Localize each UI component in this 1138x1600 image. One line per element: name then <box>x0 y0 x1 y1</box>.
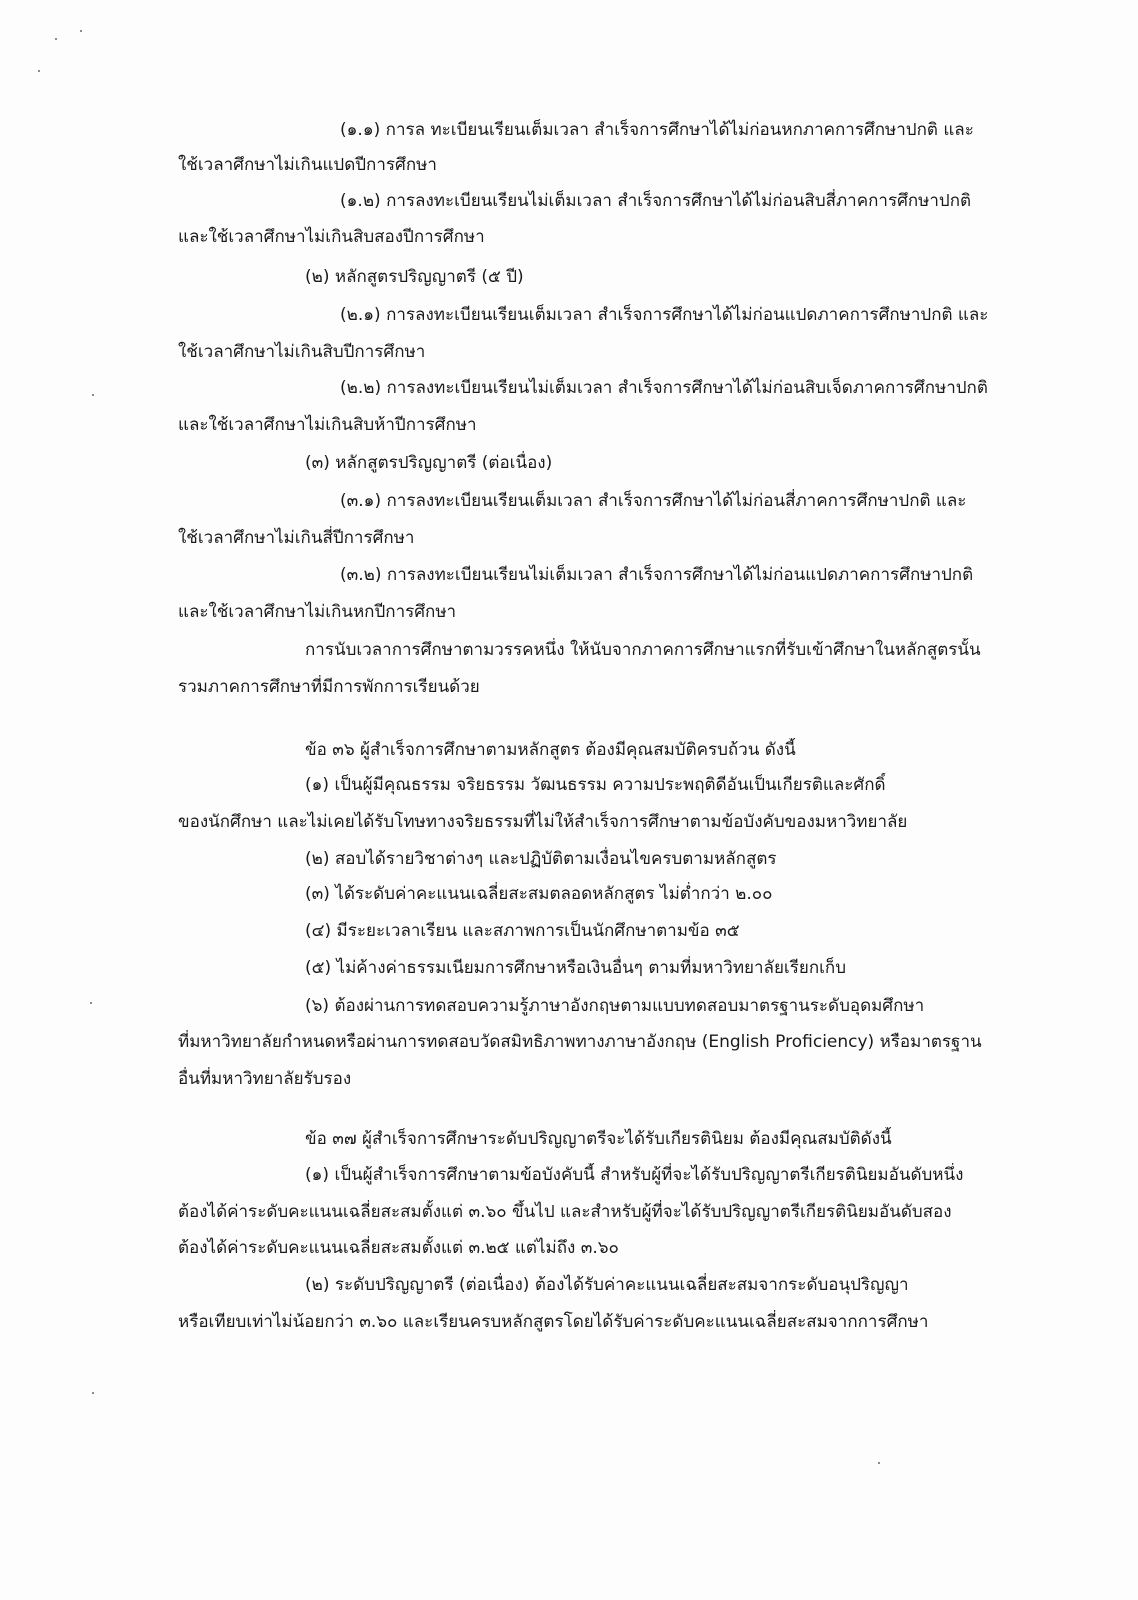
text-line: (๔) มีระยะเวลาเรียน และสภาพการเป็นนักศึกษาตามข้อ ๓๕ <box>305 921 740 941</box>
text-line: ใช้เวลาศึกษาไม่เกินสี่ปีการศึกษา <box>178 528 415 548</box>
text-line: (๓.๒) การลงทะเบียนเรียนไม่เต็มเวลา สำเร็จการศึกษาได้ไม่ก่อนแปดภาคการศึกษาปกติ <box>340 565 974 585</box>
scan-speck <box>90 1002 92 1004</box>
text-line: (๒) หลักสูตรปริญญาตรี (๕ ปี) <box>305 267 524 287</box>
text-line: (๑.๒) การลงทะเบียนเรียนไม่เต็มเวลา สำเร็จการศึกษาได้ไม่ก่อนสิบสี่ภาคการศึกษาปกติ <box>340 191 972 211</box>
text-line: ที่มหาวิทยาลัยกำหนดหรือผ่านการทดสอบวัดสมิทธิภาพทางภาษาอังกฤษ (English Proficiency) หรือมาตรฐาน <box>178 1032 982 1052</box>
scan-speck <box>55 38 57 40</box>
text-line: รวมภาคการศึกษาที่มีการพักการเรียนด้วย <box>178 677 480 697</box>
text-line: (๕) ไม่ค้างค่าธรรมเนียมการศึกษาหรือเงินอื่นๆ ตามที่มหาวิทยาลัยเรียกเก็บ <box>305 958 847 978</box>
scan-speck <box>878 1462 880 1464</box>
text-line: และใช้เวลาศึกษาไม่เกินสิบสองปีการศึกษา <box>178 227 485 247</box>
text-line: ต้องได้ค่าระดับคะแนนเฉลี่ยสะสมตั้งแต่ ๓.๖๐ ขึ้นไป และสำหรับผู้ที่จะได้รับปริญญาตรีเกียรตินิยมอันดับสอง <box>178 1202 952 1222</box>
text-line: และใช้เวลาศึกษาไม่เกินสิบห้าปีการศึกษา <box>178 415 477 435</box>
text-line: ต้องได้ค่าระดับคะแนนเฉลี่ยสะสมตั้งแต่ ๓.๒๕ แต่ไม่ถึง ๓.๖๐ <box>178 1238 619 1258</box>
text-line: (๖) ต้องผ่านการทดสอบความรู้ภาษาอังกฤษตามแบบทดสอบมาตรฐานระดับอุดมศึกษา <box>305 996 925 1016</box>
text-line: และใช้เวลาศึกษาไม่เกินหกปีการศึกษา <box>178 602 457 622</box>
text-line: (๒) สอบได้รายวิชาต่างๆ และปฏิบัติตามเงื่อนไขครบตามหลักสูตร <box>305 849 777 869</box>
text-line: (๑) เป็นผู้สำเร็จการศึกษาตามข้อบังคับนี้ สำหรับผู้ที่จะได้รับปริญญาตรีเกียรตินิยมอันดับหนึ่ง <box>305 1165 964 1185</box>
text-line: (๒) ระดับปริญญาตรี (ต่อเนื่อง) ต้องได้รับค่าคะแนนเฉลี่ยสะสมจากระดับอนุปริญญา <box>305 1275 909 1295</box>
text-line: (๓) ได้ระดับค่าคะแนนเฉลี่ยสะสมตลอดหลักสูตร ไม่ต่ำกว่า ๒.๐๐ <box>305 884 773 904</box>
text-line: (๓) หลักสูตรปริญญาตรี (ต่อเนื่อง) <box>305 453 553 473</box>
clause-heading: ข้อ ๓๖ ผู้สำเร็จการศึกษาตามหลักสูตร ต้องมีคุณสมบัติครบถ้วน ดังนี้ <box>305 740 796 760</box>
clause-heading: ข้อ ๓๗ ผู้สำเร็จการศึกษาระดับปริญญาตรีจะได้รับเกียรตินิยม ต้องมีคุณสมบัติดังนี้ <box>305 1129 892 1149</box>
text-line: หรือเทียบเท่าไม่น้อยกว่า ๓.๖๐ และเรียนครบหลักสูตรโดยได้รับค่าระดับคะแนนเฉลี่ยสะสมจากการศึกษา <box>178 1312 929 1332</box>
text-line: ของนักศึกษา และไม่เคยได้รับโทษทางจริยธรรมที่ไม่ให้สำเร็จการศึกษาตามข้อบังคับของมหาวิทยาลัย <box>178 812 908 832</box>
text-line: อื่นที่มหาวิทยาลัยรับรอง <box>178 1069 352 1089</box>
scan-speck <box>80 30 82 32</box>
text-line: (๒.๒) การลงทะเบียนเรียนไม่เต็มเวลา สำเร็จการศึกษาได้ไม่ก่อนสิบเจ็ดภาคการศึกษาปกติ <box>340 378 988 398</box>
scan-speck <box>92 394 94 396</box>
text-line: (๒.๑) การลงทะเบียนเรียนเต็มเวลา สำเร็จการศึกษาได้ไม่ก่อนแปดภาคการศึกษาปกติ และ <box>340 305 989 325</box>
text-line: (๓.๑) การลงทะเบียนเรียนเต็มเวลา สำเร็จการศึกษาได้ไม่ก่อนสี่ภาคการศึกษาปกติ และ <box>340 491 967 511</box>
text-line: ใช้เวลาศึกษาไม่เกินแปดปีการศึกษา <box>178 155 437 175</box>
scan-speck <box>38 70 40 72</box>
text-line: ใช้เวลาศึกษาไม่เกินสิบปีการศึกษา <box>178 342 426 362</box>
text-line: (๑.๑) การล ทะเบียนเรียนเต็มเวลา สำเร็จการศึกษาได้ไม่ก่อนหกภาคการศึกษาปกติ และ <box>340 120 974 140</box>
text-line: การนับเวลาการศึกษาตามวรรคหนึ่ง ให้นับจากภาคการศึกษาแรกที่รับเข้าศึกษาในหลักสูตรนั้น <box>305 640 981 660</box>
text-line: (๑) เป็นผู้มีคุณธรรม จริยธรรม วัฒนธรรม ความประพฤติดีอันเป็นเกียรติและศักดิ์ <box>305 775 886 795</box>
scan-speck <box>92 1392 94 1394</box>
